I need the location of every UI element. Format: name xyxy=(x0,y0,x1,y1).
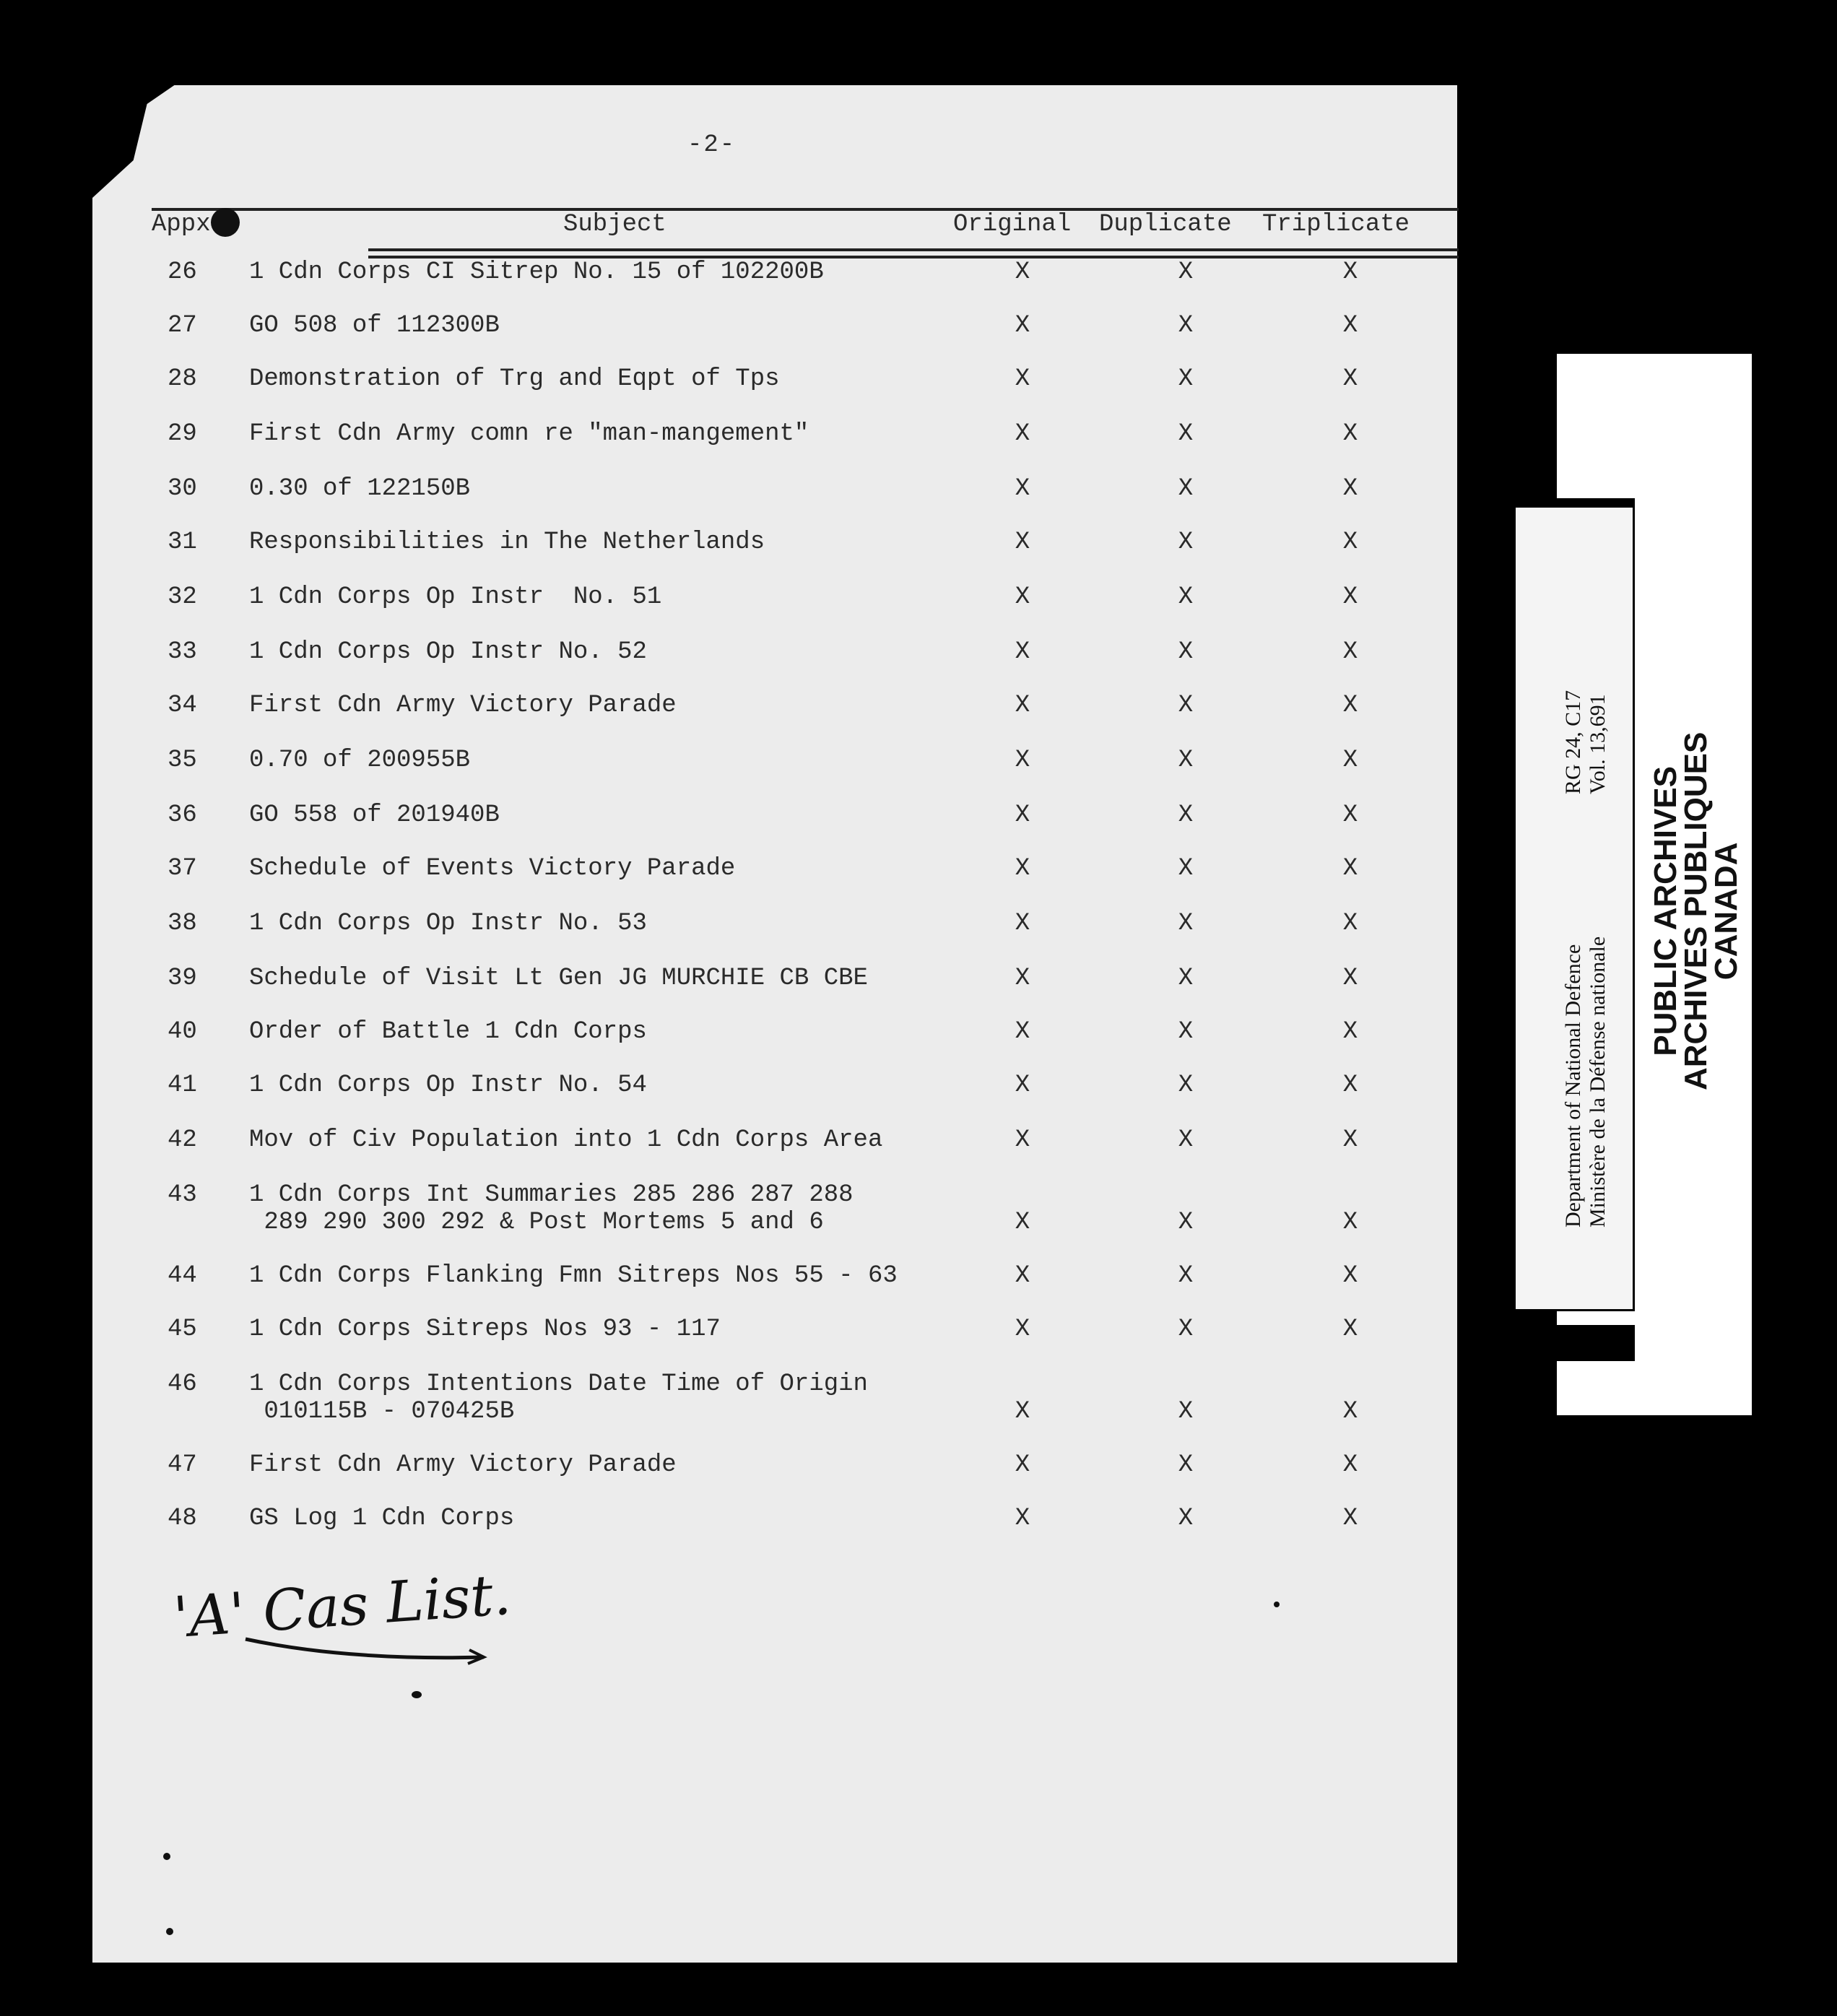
department-en: Department of National Defence xyxy=(1561,944,1585,1228)
duplicate-mark: X xyxy=(1178,312,1194,339)
duplicate-mark: X xyxy=(1178,638,1194,666)
duplicate-mark: X xyxy=(1178,801,1194,829)
duplicate-mark: X xyxy=(1178,583,1194,611)
department-fr: Ministère de la Défense nationale xyxy=(1586,936,1610,1228)
triplicate-mark: X xyxy=(1342,910,1358,937)
subject: 1 Cdn Corps Op Instr No. 52 xyxy=(249,638,647,666)
triplicate-mark: X xyxy=(1342,855,1358,882)
triplicate-mark: X xyxy=(1342,965,1358,992)
subject: 1 Cdn Corps Op Instr No. 53 xyxy=(249,910,647,937)
subject: First Cdn Army Victory Parade xyxy=(249,692,677,719)
triplicate-mark: X xyxy=(1342,420,1358,448)
triplicate-mark: X xyxy=(1342,801,1358,829)
subject: Schedule of Events Victory Parade xyxy=(249,855,736,882)
triplicate-mark: X xyxy=(1342,365,1358,393)
duplicate-mark: X xyxy=(1178,1398,1194,1425)
original-mark: X xyxy=(1015,1018,1030,1046)
appx-number: 27 xyxy=(168,312,197,339)
header-original: Original xyxy=(953,211,1072,238)
duplicate-mark: X xyxy=(1178,747,1194,774)
original-mark: X xyxy=(1015,1262,1030,1290)
appx-number: 42 xyxy=(168,1126,197,1154)
original-mark: X xyxy=(1015,312,1030,339)
archive-title-line: CANADA xyxy=(1708,842,1744,981)
ink-dot xyxy=(163,1853,170,1860)
original-mark: X xyxy=(1015,855,1030,882)
duplicate-mark: X xyxy=(1178,1505,1194,1532)
original-mark: X xyxy=(1015,1209,1030,1236)
original-mark: X xyxy=(1015,638,1030,666)
archive-title xyxy=(1648,731,1744,1090)
duplicate-mark: X xyxy=(1178,475,1194,503)
appx-number: 39 xyxy=(168,965,197,992)
duplicate-mark: X xyxy=(1178,365,1194,393)
triplicate-mark: X xyxy=(1342,583,1358,611)
triplicate-mark: X xyxy=(1342,1316,1358,1343)
duplicate-mark: X xyxy=(1178,1072,1194,1099)
archive-tab-notch xyxy=(1557,1325,1635,1361)
appx-number: 36 xyxy=(168,801,197,829)
ink-dot xyxy=(166,1928,173,1935)
subject: 1 Cdn Corps CI Sitrep No. 15 of 102200B xyxy=(249,258,824,286)
appx-number: 46 xyxy=(168,1370,197,1398)
triplicate-mark: X xyxy=(1342,1505,1358,1532)
subject: Order of Battle 1 Cdn Corps xyxy=(249,1018,647,1046)
subject: 1 Cdn Corps Op Instr No. 51 xyxy=(249,583,662,611)
appx-number: 34 xyxy=(168,692,197,719)
header-rule-1 xyxy=(368,248,1459,251)
original-mark: X xyxy=(1015,365,1030,393)
table-header xyxy=(152,211,1459,246)
volume-number: Vol. 13,691 xyxy=(1586,694,1610,794)
subject: 1 Cdn Corps Op Instr No. 54 xyxy=(249,1072,647,1099)
duplicate-mark: X xyxy=(1178,965,1194,992)
original-mark: X xyxy=(1015,1505,1030,1532)
subject: GO 508 of 112300B xyxy=(249,312,500,339)
appx-number: 40 xyxy=(168,1018,197,1046)
appx-number: 45 xyxy=(168,1316,197,1343)
triplicate-mark: X xyxy=(1342,1018,1358,1046)
duplicate-mark: X xyxy=(1178,420,1194,448)
appx-number: 32 xyxy=(168,583,197,611)
duplicate-mark: X xyxy=(1178,1209,1194,1236)
duplicate-mark: X xyxy=(1178,1316,1194,1343)
subject: 1 Cdn Corps Int Summaries 285 286 287 288 289 290 300 292 & Post Mortems 5 and 6 xyxy=(249,1181,854,1236)
appx-number: 28 xyxy=(168,365,197,393)
duplicate-mark: X xyxy=(1178,529,1194,556)
triplicate-mark: X xyxy=(1342,1398,1358,1425)
original-mark: X xyxy=(1015,1316,1030,1343)
handwritten-underline xyxy=(238,1632,498,1675)
original-mark: X xyxy=(1015,1126,1030,1154)
duplicate-mark: X xyxy=(1178,258,1194,286)
subject: 1 Cdn Corps Flanking Fmn Sitreps Nos 55 - 63 xyxy=(249,1262,898,1290)
original-mark: X xyxy=(1015,747,1030,774)
appx-number: 47 xyxy=(168,1451,197,1479)
triplicate-mark: X xyxy=(1342,1262,1358,1290)
appx-number: 26 xyxy=(168,258,197,286)
appx-number: 33 xyxy=(168,638,197,666)
subject: GO 558 of 201940B xyxy=(249,801,500,829)
original-mark: X xyxy=(1015,583,1030,611)
subject: Mov of Civ Population into 1 Cdn Corps Area xyxy=(249,1126,883,1154)
subject: 0.30 of 122150B xyxy=(249,475,471,503)
appx-number: 41 xyxy=(168,1072,197,1099)
original-mark: X xyxy=(1015,258,1030,286)
header-duplicate: Duplicate xyxy=(1099,211,1232,238)
appx-number: 37 xyxy=(168,855,197,882)
subject: First Cdn Army comn re "man-mangement" xyxy=(249,420,809,448)
triplicate-mark: X xyxy=(1342,1072,1358,1099)
original-mark: X xyxy=(1015,1072,1030,1099)
appx-number: 38 xyxy=(168,910,197,937)
original-mark: X xyxy=(1015,801,1030,829)
appx-number: 48 xyxy=(168,1505,197,1532)
original-mark: X xyxy=(1015,1451,1030,1479)
original-mark: X xyxy=(1015,529,1030,556)
triplicate-mark: X xyxy=(1342,312,1358,339)
appx-number: 44 xyxy=(168,1262,197,1290)
appx-number: 43 xyxy=(168,1181,197,1209)
triplicate-mark: X xyxy=(1342,1209,1358,1236)
subject: Demonstration of Trg and Eqpt of Tps xyxy=(249,365,780,393)
subject: GS Log 1 Cdn Corps xyxy=(249,1505,515,1532)
subject: 1 Cdn Corps Intentions Date Time of Origin 010115B - 070425B xyxy=(249,1370,868,1425)
original-mark: X xyxy=(1015,420,1030,448)
appx-number: 29 xyxy=(168,420,197,448)
subject: Responsibilities in The Netherlands xyxy=(249,529,765,556)
handwritten-note: 'A' Cas List. xyxy=(171,1562,513,1651)
triplicate-mark: X xyxy=(1342,258,1358,286)
appx-number: 30 xyxy=(168,475,197,503)
appx-number: 35 xyxy=(168,747,197,774)
triplicate-mark: X xyxy=(1342,692,1358,719)
triplicate-mark: X xyxy=(1342,475,1358,503)
duplicate-mark: X xyxy=(1178,1262,1194,1290)
triplicate-mark: X xyxy=(1342,529,1358,556)
subject: 0.70 of 200955B xyxy=(249,747,471,774)
ink-blot xyxy=(211,208,240,237)
duplicate-mark: X xyxy=(1178,910,1194,937)
triplicate-mark: X xyxy=(1342,1126,1358,1154)
subject: First Cdn Army Victory Parade xyxy=(249,1451,677,1479)
original-mark: X xyxy=(1015,910,1030,937)
record-group: RG 24, C17 xyxy=(1561,690,1585,794)
duplicate-mark: X xyxy=(1178,1126,1194,1154)
appx-number: 31 xyxy=(168,529,197,556)
duplicate-mark: X xyxy=(1178,1451,1194,1479)
header-triplicate: Triplicate xyxy=(1262,211,1410,238)
subject: Schedule of Visit Lt Gen JG MURCHIE CB CBE xyxy=(249,965,868,992)
triplicate-mark: X xyxy=(1342,1451,1358,1479)
ink-dot xyxy=(1274,1602,1280,1607)
page-number: -2- xyxy=(687,131,737,159)
triplicate-mark: X xyxy=(1342,747,1358,774)
duplicate-mark: X xyxy=(1178,855,1194,882)
original-mark: X xyxy=(1015,1398,1030,1425)
subject: 1 Cdn Corps Sitreps Nos 93 - 117 xyxy=(249,1316,721,1343)
duplicate-mark: X xyxy=(1178,1018,1194,1046)
duplicate-mark: X xyxy=(1178,692,1194,719)
original-mark: X xyxy=(1015,475,1030,503)
archive-title-line: PUBLIC ARCHIVES xyxy=(1648,765,1683,1056)
original-mark: X xyxy=(1015,692,1030,719)
triplicate-mark: X xyxy=(1342,638,1358,666)
header-appx: Appx xyxy=(152,211,211,238)
archive-reference xyxy=(1561,690,1610,794)
archive-department xyxy=(1561,937,1610,1228)
archive-title-line: ARCHIVES PUBLIQUES xyxy=(1678,731,1714,1090)
original-mark: X xyxy=(1015,965,1030,992)
ink-dot xyxy=(412,1691,422,1698)
header-subject: Subject xyxy=(563,211,666,238)
